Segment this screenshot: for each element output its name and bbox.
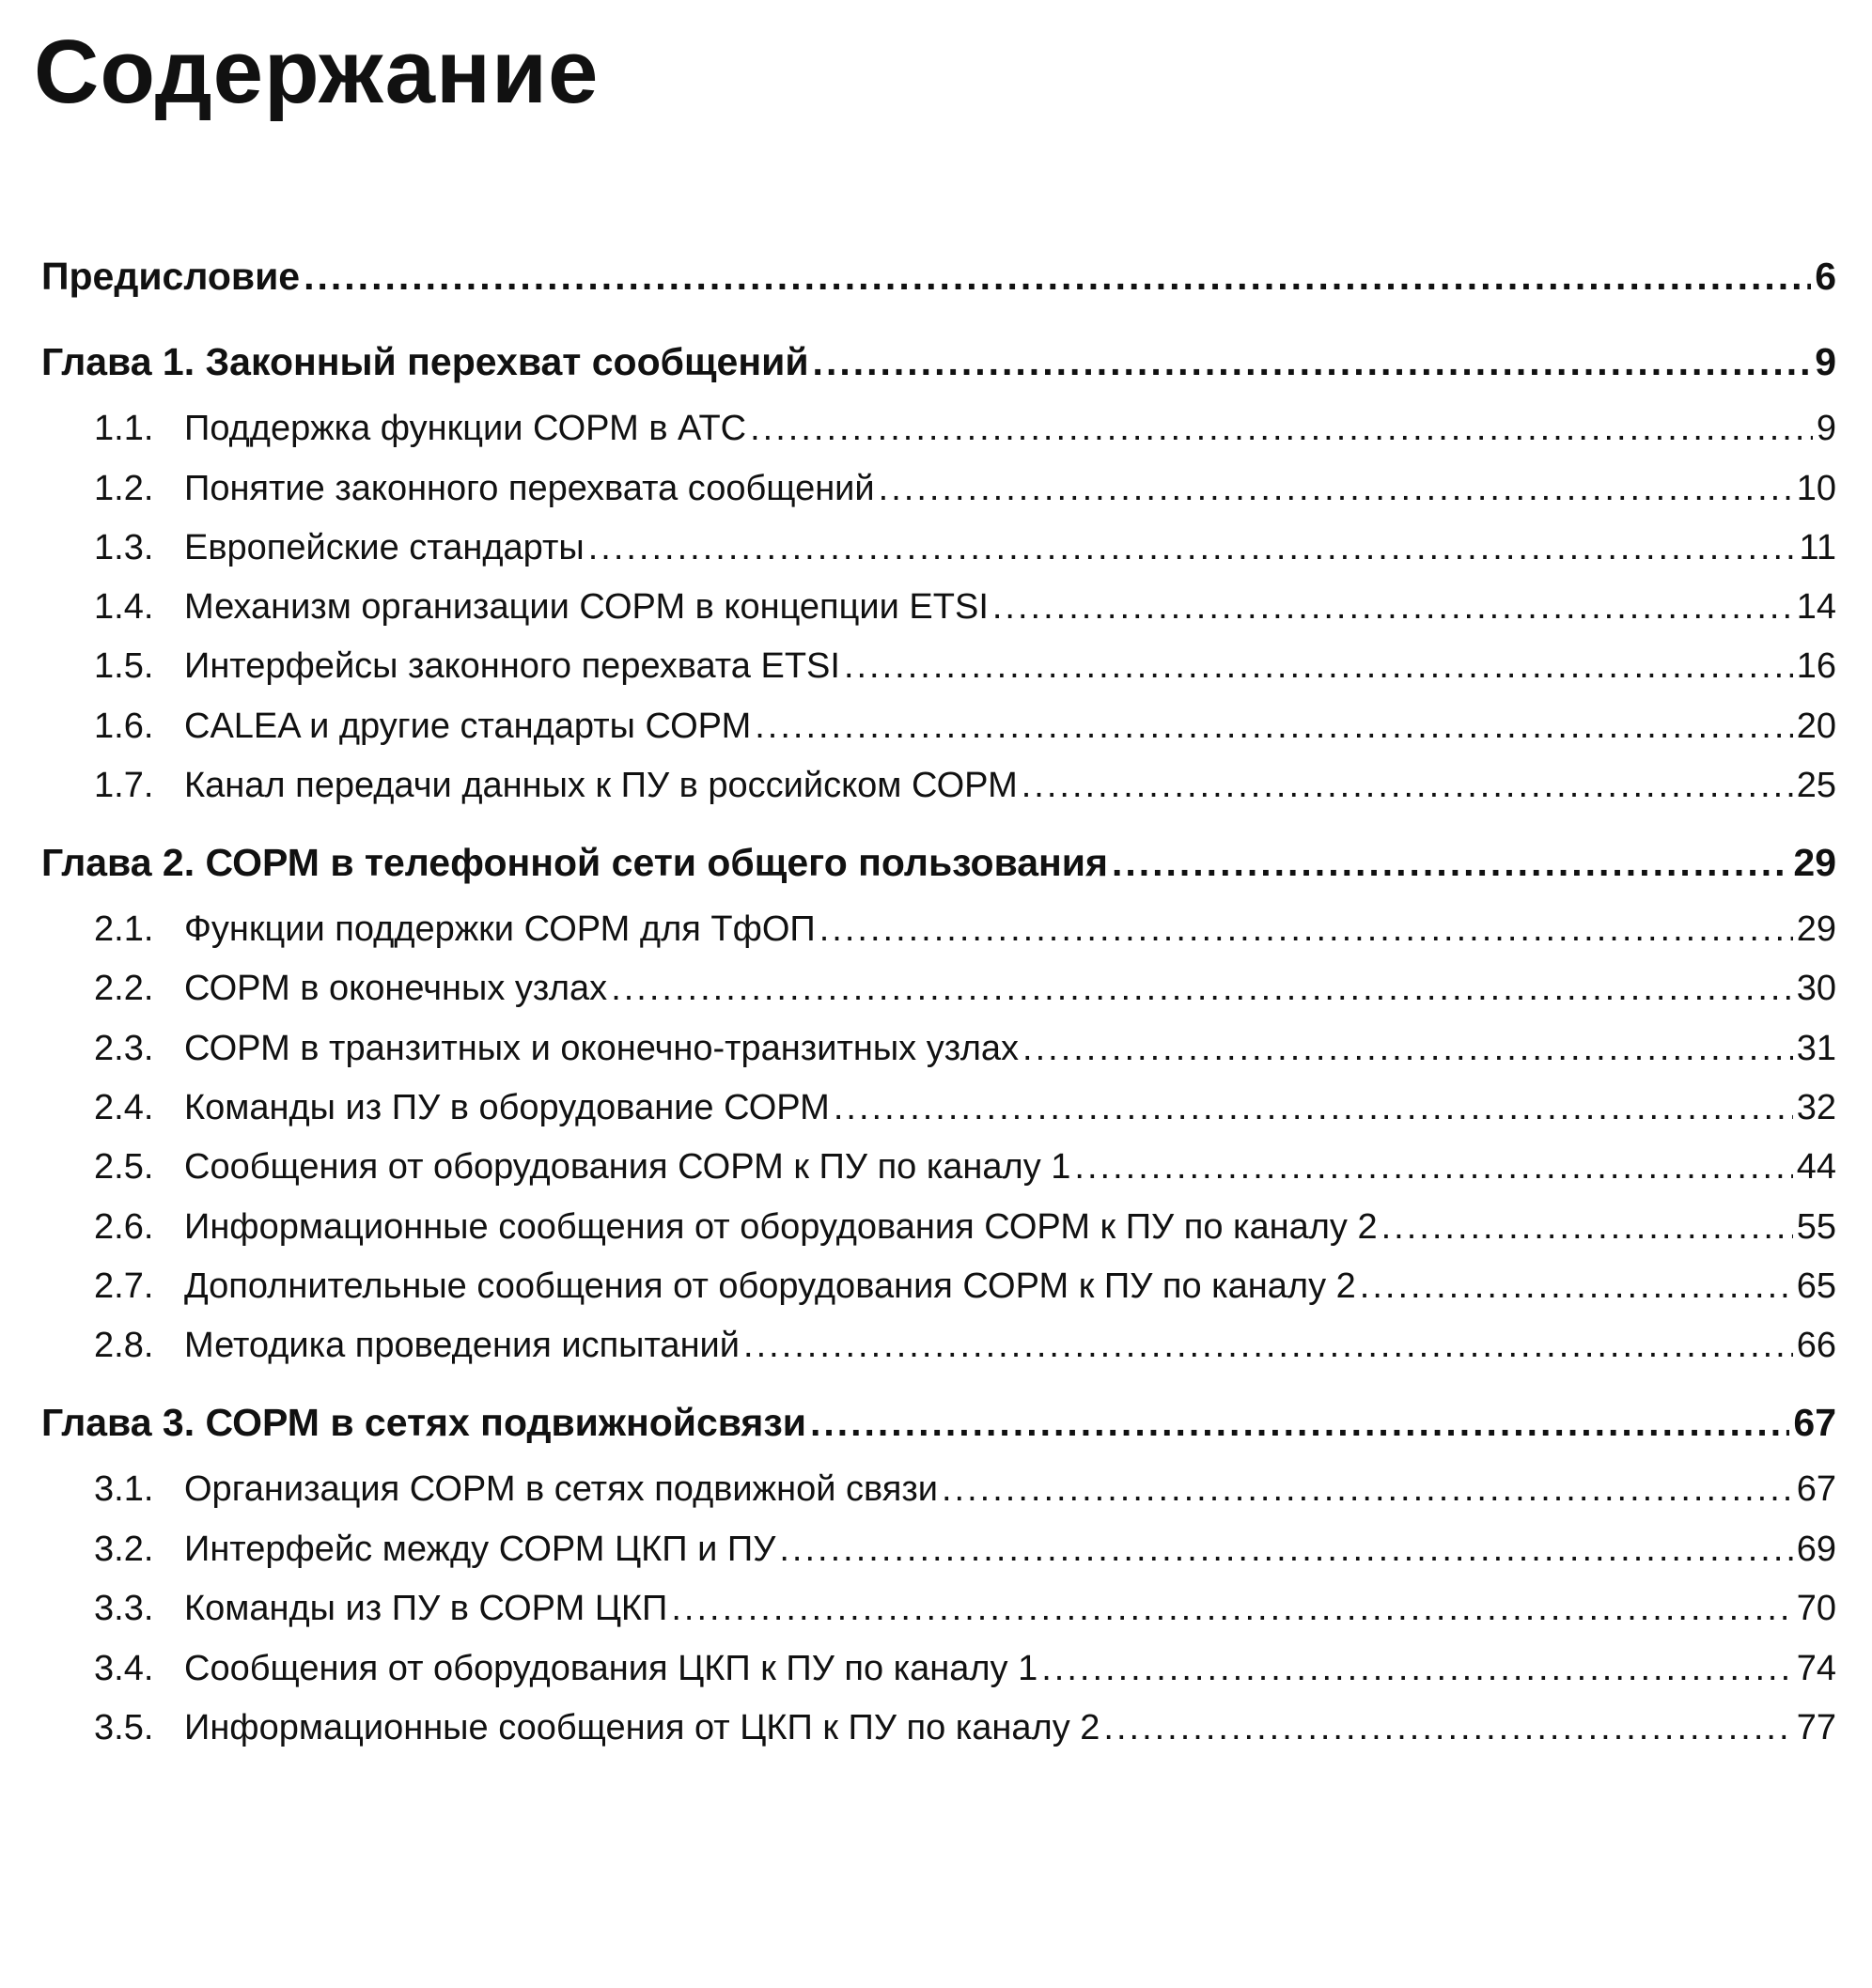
toc-entry-number: 1.7. [94,766,154,805]
toc-entry-2-2[interactable] [94,959,1836,1017]
dot-leader [819,900,1793,958]
dot-leader [588,519,1796,577]
toc-entry-title: Команды из ПУ в СОРМ ЦКП [184,1589,668,1628]
dot-leader [1360,1257,1793,1315]
toc-entry-title: CALEA и другие стандарты СОРМ [184,707,752,746]
toc-entry-page: 67 [1796,1469,1836,1509]
toc-entry-page: 70 [1796,1589,1836,1628]
toc-entry-chapter-2[interactable] [41,830,1836,895]
toc-entry-2-6[interactable] [94,1198,1836,1256]
toc-entry-3-1[interactable] [94,1460,1836,1518]
toc-entry-page: 67 [1793,1401,1836,1444]
toc-entry-title: Функции поддержки СОРМ для ТфОП [184,909,816,949]
toc-entry-title: Сообщения от оборудования ЦКП к ПУ по каналу 1 [184,1649,1038,1688]
toc-entry-title: СОРМ в транзитных и оконечно-транзитных узлах [184,1029,1020,1068]
toc-entry-number: 3.4. [94,1649,154,1688]
dot-leader [992,578,1793,636]
toc-entry-3-5[interactable] [94,1699,1836,1757]
toc-entry-title: Интерфейсы законного перехвата ETSI [184,646,840,686]
toc-entry-title: Глава 1. Законный перехват сообщений [41,340,809,383]
toc-entry-2-7[interactable] [94,1257,1836,1315]
toc-entry-page: 20 [1796,707,1836,746]
toc-entry-2-8[interactable] [94,1316,1836,1375]
toc-entry-title: Глава 3. СОРМ в сетях подвижнойсвязи [41,1401,806,1444]
dot-leader [1074,1138,1792,1196]
dot-leader [611,959,1793,1017]
dot-leader [1112,830,1789,895]
toc-entry-page: 6 [1815,255,1836,298]
page-title: Содержание [34,22,600,122]
toc-entry-number: 2.2. [94,969,154,1008]
toc-entry-title: Сообщения от оборудования СОРМ к ПУ по каналу 1 [184,1147,1071,1187]
dot-leader [1041,1639,1792,1698]
toc-entry-page: 55 [1796,1207,1836,1247]
toc-entry-page: 10 [1796,469,1836,508]
toc-entry-page: 9 [1815,340,1836,383]
dot-leader [304,243,1811,309]
toc-entry-2-3[interactable] [94,1019,1836,1078]
toc-entry-title: Механизм организации СОРМ в концепции ETSI [184,587,989,627]
dot-leader [755,697,1792,755]
toc-entry-page: 65 [1796,1266,1836,1306]
toc-entry-1-7[interactable] [94,756,1836,815]
toc-entry-2-1[interactable] [94,900,1836,958]
toc-entry-page: 69 [1796,1530,1836,1569]
toc-entry-title: Организация СОРМ в сетях подвижной связи [184,1469,938,1509]
dot-leader [834,1079,1793,1137]
toc-entry-page: 14 [1796,587,1836,627]
dot-leader [671,1579,1792,1638]
toc-entry-page: 29 [1796,909,1836,949]
toc-entry-number: 1.6. [94,707,154,746]
toc-entry-page: 30 [1796,969,1836,1008]
toc-entry-title: Глава 2. СОРМ в телефонной сети общего пользования [41,841,1108,884]
toc-entry-title: Предисловие [41,255,301,298]
toc-entry-page: 32 [1796,1088,1836,1127]
toc-entry-number: 2.6. [94,1207,154,1247]
toc-entry-number: 1.4. [94,587,154,627]
toc-entry-page: 11 [1799,528,1836,567]
dot-leader [879,459,1793,518]
dot-leader [779,1520,1792,1578]
toc-entry-title: Команды из ПУ в оборудование СОРМ [184,1088,830,1127]
toc-entry-number: 2.1. [94,909,154,949]
dot-leader [1103,1699,1792,1757]
toc-entry-page: 25 [1796,766,1836,805]
toc-entry-page: 66 [1796,1326,1836,1365]
toc-entry-title: СОРМ в оконечных узлах [184,969,608,1008]
toc-entry-number: 3.2. [94,1530,154,1569]
toc-entry-2-4[interactable] [94,1079,1836,1137]
toc-entry-title: Европейские стандарты [184,528,585,567]
toc-entry-number: 3.5. [94,1708,154,1747]
toc-entry-number: 2.4. [94,1088,154,1127]
toc-entry-title: Интерфейс между СОРМ ЦКП и ПУ [184,1530,776,1569]
toc-entry-number: 1.2. [94,469,154,508]
dot-leader [942,1460,1793,1518]
toc-entry-title: Канал передачи данных к ПУ в российском СОРМ [184,766,1018,805]
toc-entry-page: 29 [1793,841,1836,884]
toc-entry-page: 77 [1796,1708,1836,1747]
dot-leader [1381,1198,1793,1256]
toc-entry-page: 9 [1816,409,1836,448]
toc-entry-number: 2.8. [94,1326,154,1365]
toc-entry-title: Методика проведения испытаний [184,1326,741,1365]
toc-entry-number: 2.5. [94,1147,154,1187]
toc-entry-number: 1.3. [94,528,154,567]
toc-entry-number: 1.5. [94,646,154,686]
toc-entry-page: 44 [1796,1147,1836,1187]
toc-entry-number: 2.3. [94,1029,154,1068]
toc-entry-title: Дополнительные сообщения от оборудования СОРМ к ПУ по каналу 2 [184,1266,1356,1306]
toc-entry-3-4[interactable] [94,1639,1836,1698]
dot-leader [813,329,1812,395]
toc-entry-preface[interactable] [41,243,1836,309]
toc-entry-title: Понятие законного перехвата сообщений [184,469,875,508]
dot-leader [1022,1019,1793,1078]
dot-leader [810,1390,1789,1455]
toc-entry-page: 31 [1796,1029,1836,1068]
toc-entry-3-3[interactable] [94,1579,1836,1638]
dot-leader [1022,756,1793,815]
toc-entry-1-4[interactable] [94,578,1836,636]
toc-entry-number: 2.7. [94,1266,154,1306]
toc-entry-1-5[interactable] [94,637,1836,695]
toc-entry-1-1[interactable] [94,399,1836,458]
toc-entry-title: Информационные сообщения от оборудования СОРМ к ПУ по каналу 2 [184,1207,1378,1247]
dot-leader [743,1316,1793,1375]
toc-entry-title: Поддержка функции СОРМ в АТС [184,409,747,448]
toc-entry-number: 1.1. [94,409,154,448]
toc-entry-2-5[interactable] [94,1138,1836,1196]
toc-entry-page: 16 [1796,646,1836,686]
toc-entry-number: 3.3. [94,1589,154,1628]
toc-entry-1-3[interactable] [94,519,1836,577]
toc-entry-chapter-3[interactable] [41,1390,1836,1455]
toc-entry-title: Информационные сообщения от ЦКП к ПУ по каналу 2 [184,1708,1100,1747]
toc-entry-3-2[interactable] [94,1520,1836,1578]
dot-leader [750,399,1813,458]
toc-entry-1-2[interactable] [94,459,1836,518]
toc-entry-page: 74 [1796,1649,1836,1688]
toc-entry-1-6[interactable] [94,697,1836,755]
toc-entry-chapter-1[interactable] [41,329,1836,395]
dot-leader [844,637,1793,695]
toc-entry-number: 3.1. [94,1469,154,1509]
